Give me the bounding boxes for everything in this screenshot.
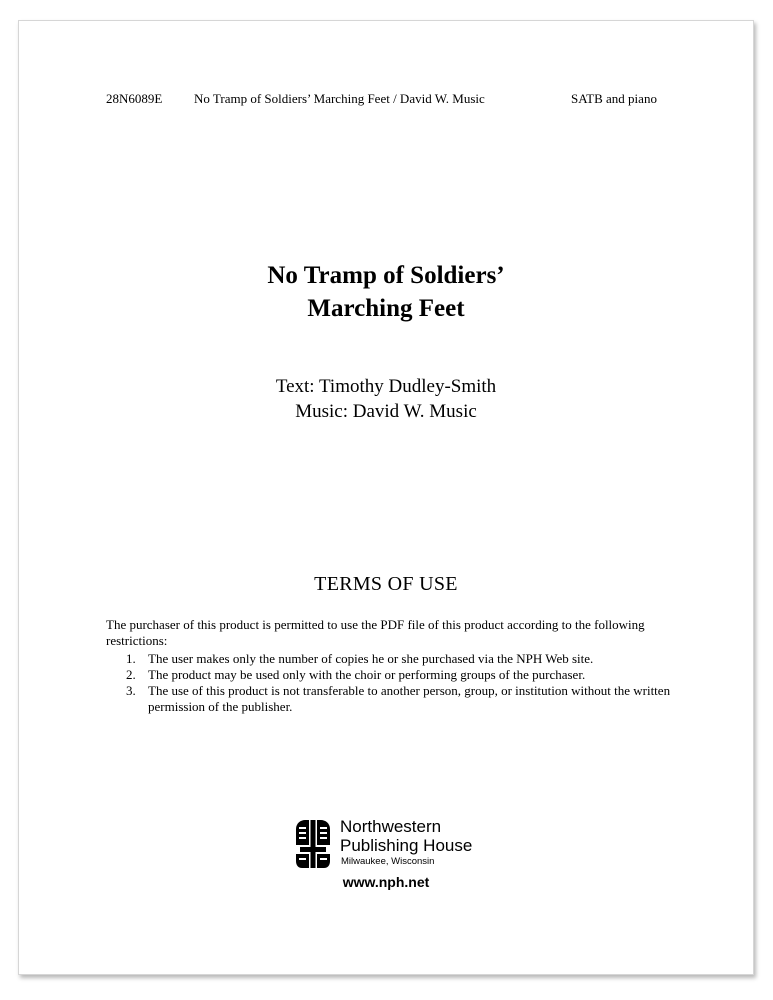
title-line-1: No Tramp of Soldiers’ [267, 262, 505, 289]
terms-heading: TERMS OF USE [314, 573, 458, 595]
document-page [18, 20, 754, 975]
header-voicing: SATB and piano [571, 91, 657, 106]
publisher-name-line-1: Northwestern [340, 817, 442, 836]
page-title [19, 259, 753, 325]
terms-item-text: The use of this product is not transferable to another person, group, or institution without the written permission of the publisher. [148, 683, 671, 714]
terms-intro: The purchaser of this product is permitted to use the PDF file of this product according to the following restrictions: [106, 617, 645, 648]
credits [19, 374, 753, 424]
publisher-logo [294, 819, 494, 869]
terms-item-text: The product may be used only with the choir or performing groups of the purchaser. [148, 667, 586, 682]
music-credit: Music: David W. Music [295, 401, 477, 422]
terms-item [106, 683, 696, 715]
publisher-name-line-2: Publishing House [340, 836, 473, 855]
terms-item-number: 2. [126, 667, 136, 682]
terms-item [106, 651, 696, 667]
terms-item-number: 3. [126, 683, 136, 698]
terms-item-number: 1. [126, 651, 136, 666]
title-line-2: Marching Feet [307, 295, 465, 322]
header-product-code: 28N6089E [106, 91, 163, 106]
terms-list [106, 651, 696, 715]
publisher-website: www.nph.net [342, 874, 430, 890]
header-title-line: No Tramp of Soldiers’ Marching Feet / David W. Music [194, 91, 485, 106]
terms-item-text: The user makes only the number of copies he or she purchased via the NPH Web site. [148, 651, 594, 666]
text-credit: Text: Timothy Dudley-Smith [275, 376, 497, 397]
publisher-location: Milwaukee, Wisconsin [341, 856, 435, 867]
terms-item [106, 667, 696, 683]
publisher-name [340, 817, 472, 855]
cross-book-logo-icon [294, 819, 332, 869]
